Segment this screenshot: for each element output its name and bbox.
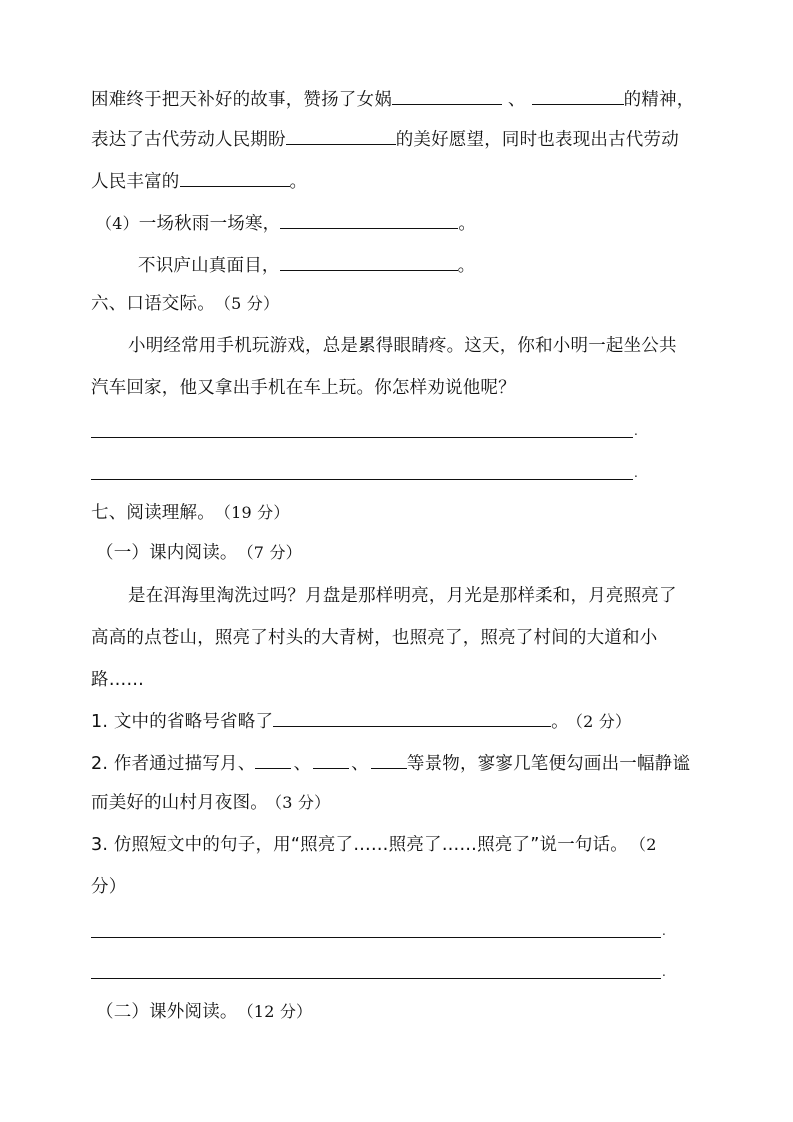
question-2-line2 (91, 791, 330, 815)
question-number: （4） (96, 214, 139, 233)
score: （2 分） (574, 712, 632, 731)
text: 而美好的山村月夜图。 (91, 793, 268, 813)
question-text: 1. 文中的省略号省略了 (91, 712, 274, 732)
text-line (91, 168, 307, 194)
text: 。 (551, 712, 569, 732)
section-title: 六、口语交际。 (91, 294, 215, 314)
part-title: （二）课外阅读。 (96, 1002, 238, 1022)
question-2 (91, 750, 690, 776)
text: 表达了古代劳动人民期盼 (91, 130, 286, 150)
answer-line[interactable] (91, 978, 661, 979)
question-text: 2. 作者通过描写月、 (91, 754, 256, 774)
question-text: 3. 仿照短文中的句子，用“照亮了……照亮了……照亮了”说一句话。 (91, 835, 628, 855)
answer-blank[interactable] (313, 750, 349, 769)
line-end: . (634, 424, 638, 438)
passage-line (91, 668, 144, 692)
paragraph-line (128, 334, 677, 358)
part-1-heading (96, 541, 302, 565)
part-title: （一）课内阅读。 (96, 543, 238, 563)
score: 分） (91, 877, 127, 897)
score: （19 分） (222, 503, 290, 522)
answer-blank[interactable] (392, 86, 502, 105)
answer-blank[interactable] (286, 126, 396, 145)
text: 的美好愿望，同时也表现出古代劳动 (395, 130, 679, 150)
separator: 、 (351, 754, 369, 774)
section-6-heading (91, 292, 279, 316)
line-end: . (634, 466, 638, 480)
separator: 、 (293, 754, 312, 774)
part-2-heading (96, 1000, 312, 1024)
question-4-line2 (138, 252, 475, 278)
text-line (91, 86, 694, 112)
text: 汽车回家，他又拿出手机在车上玩。你怎样劝说他呢？ (91, 378, 516, 398)
line-end: . (662, 924, 666, 938)
text: 。 (457, 256, 476, 276)
section-title: 七、阅读理解。 (91, 503, 215, 523)
answer-line[interactable] (91, 437, 633, 438)
answer-blank[interactable] (280, 210, 458, 229)
passage-line (91, 626, 657, 650)
answer-blank[interactable] (371, 750, 407, 769)
answer-blank[interactable] (280, 252, 458, 271)
score: （3 分） (274, 793, 331, 812)
text: 等景物，寥寥几笔便勾画出一幅静谧 (406, 754, 691, 774)
line-end: . (662, 965, 666, 979)
answer-blank[interactable] (255, 750, 291, 769)
text: 人民丰富的 (91, 172, 180, 192)
answer-line[interactable] (91, 937, 661, 938)
score: （2 (638, 835, 657, 854)
answer-blank[interactable] (532, 86, 624, 105)
answer-line[interactable] (91, 479, 633, 480)
question-3-line2 (91, 875, 126, 899)
text: 。 (458, 214, 477, 234)
text: 高高的点苍山，照亮了村头的大青树，也照亮了，照亮了村间的大道和小 (91, 628, 658, 648)
text: 困难终于把天补好的故事，赞扬了女娲 (91, 90, 392, 110)
text: 。 (289, 172, 308, 192)
answer-blank[interactable] (180, 168, 290, 187)
text: 不识庐山真面目， (138, 256, 280, 276)
score: （5 分） (222, 294, 280, 313)
answer-blank[interactable] (273, 708, 551, 727)
text: 一场秋雨一场寒， (138, 214, 281, 234)
text: 的精神， (623, 90, 695, 110)
text: 小明经常用手机玩游戏，总是累得眼睛疼。这天，你和小明一起坐公共 (128, 336, 677, 356)
question-4 (96, 210, 476, 236)
question-1 (91, 708, 631, 734)
separator: 、 (507, 90, 526, 110)
score: （12 分） (245, 1002, 313, 1021)
text: 是在洱海里淘洗过吗？月盘是那样明亮，月光是那样柔和，月亮照亮了 (128, 586, 677, 606)
passage-line (128, 584, 677, 608)
question-3 (91, 833, 657, 857)
section-7-heading (91, 501, 290, 525)
score: （7 分） (245, 543, 302, 562)
text-line (91, 126, 679, 152)
paragraph-line (91, 376, 516, 400)
text: 路…… (91, 670, 145, 690)
